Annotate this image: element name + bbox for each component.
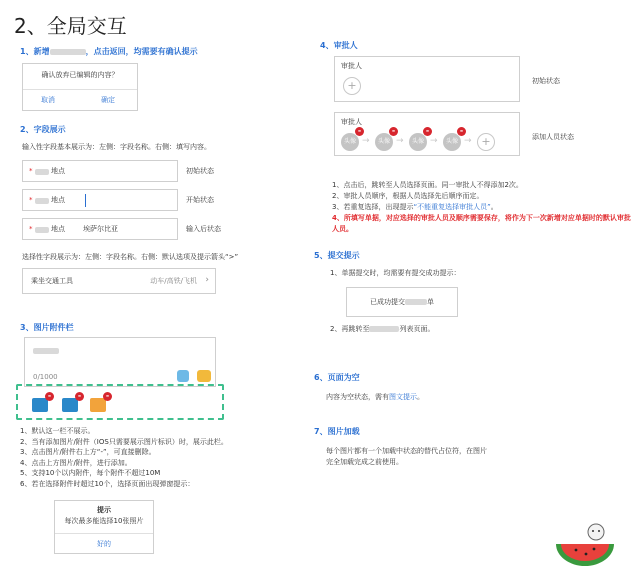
- approver-label: 审批人: [341, 118, 362, 126]
- select-value: 动车/高铁/飞机: [150, 277, 197, 285]
- limit-dialog: [54, 500, 154, 554]
- remove-icon[interactable]: -: [457, 127, 466, 136]
- section-6-title: 6、页面为空: [314, 373, 360, 382]
- image-text-link[interactable]: 图文提示: [389, 393, 417, 401]
- empty-state-text: 内容为空状态，需有图文提示。: [326, 393, 424, 401]
- section-4-notes: [332, 180, 632, 235]
- redacted-text: [35, 227, 49, 233]
- attachment-text-area[interactable]: [24, 337, 216, 387]
- field-after[interactable]: * 地点 埃萨尔比亚: [22, 218, 178, 240]
- section-3-title: 3、图片附件栏: [20, 323, 74, 332]
- submit-note-2: 2、再跳转至 列表页面。: [330, 325, 435, 333]
- remove-icon[interactable]: -: [45, 392, 54, 401]
- redacted-text: [405, 299, 427, 305]
- remove-icon[interactable]: -: [103, 392, 112, 401]
- duplicate-warning-text: “不能重复选择审批人员”: [413, 203, 491, 211]
- dialog-divider: [55, 533, 153, 534]
- attachment-bar-highlight: [16, 384, 224, 420]
- remove-icon[interactable]: -: [75, 392, 84, 401]
- section-3-notes: [20, 426, 228, 489]
- redacted-text: [50, 49, 86, 55]
- chevron-right-icon: ›: [205, 275, 209, 285]
- limit-dialog-title: 提示: [97, 506, 111, 514]
- note-1: 1、点击后，跳转至人员选择页面。同一审批人不得添加2次。: [332, 181, 523, 189]
- attachment-icon[interactable]: [197, 370, 211, 382]
- note-3: 3、若重复选择，出现提示“不能重复选择审批人员”。: [332, 203, 498, 211]
- note-5: 5、支持10个以内附件，每个附件不超过10M: [20, 469, 161, 477]
- avatar[interactable]: 头像: [443, 133, 461, 151]
- section-1-title-a: 1、新增: [20, 47, 50, 56]
- redacted-text: [35, 198, 49, 204]
- note-4: 4、所填写单据，对应选择的审批人员及顺序需要保存，将作为下一次新增对应单据时的默认审批人员。: [332, 214, 631, 233]
- submit-note-1: 1、单据提交时，均需要有提交成功提示：: [330, 269, 461, 277]
- redacted-text: [35, 169, 49, 175]
- section-1-title-b: ，点击返回，均需要有确认提示: [85, 47, 198, 56]
- redacted-text: [369, 326, 399, 332]
- remove-icon[interactable]: -: [423, 127, 432, 136]
- section-2-title: 2、字段展示: [20, 125, 66, 134]
- field-label: 地点: [51, 225, 65, 233]
- redacted-text: [33, 348, 59, 354]
- field-initial[interactable]: * 地点: [22, 160, 178, 182]
- state-start-label: 开始状态: [186, 196, 214, 204]
- approver-box-initial: [334, 56, 520, 102]
- arrow-right-icon: →: [464, 136, 472, 146]
- success-toast: [346, 287, 458, 317]
- note-1: 1、默认这一栏不展示。: [20, 427, 95, 435]
- note-2: 2、当有添加图片/附件（IOS只需要展示图片标识）时，展示此栏。: [20, 437, 228, 446]
- confirm-dialog: [22, 63, 138, 111]
- state-after-label: 输入后状态: [186, 225, 221, 233]
- field-label: 地点: [51, 167, 65, 175]
- dialog-divider: [23, 89, 137, 90]
- arrow-right-icon: →: [430, 136, 438, 146]
- field-label: 地点: [51, 196, 65, 204]
- image-thumbnail[interactable]: [62, 398, 78, 412]
- approver-box-added: [334, 112, 520, 156]
- section-2-desc: 输入性字段基本展示为：左侧：字段名称。右侧：填写内容。: [22, 143, 211, 151]
- state-initial-label: 初始状态: [186, 167, 214, 175]
- approver-label: 审批人: [341, 62, 362, 70]
- arrow-right-icon: →: [362, 136, 370, 146]
- image-thumbnail[interactable]: [32, 398, 48, 412]
- note-3: 3、点击图片/附件右上方“-”，可直接删除。: [20, 448, 156, 456]
- section-7-title: 7、图片加载: [314, 427, 360, 436]
- avatar[interactable]: 头像: [341, 133, 359, 151]
- state-added-label: 添加人员状态: [532, 133, 574, 141]
- field-start[interactable]: * 地点: [22, 189, 178, 211]
- field-value: 埃萨尔比亚: [83, 225, 118, 233]
- success-toast-text: 已成功提交 单: [370, 298, 434, 306]
- image-loading-text-2: 完全加载完成之前使用。: [326, 458, 403, 466]
- file-thumbnail[interactable]: [90, 398, 106, 412]
- image-loading-text-1: 每个图片都有一个加载中状态的替代占位符，在图片: [326, 447, 487, 455]
- image-picker-icon[interactable]: [177, 370, 189, 382]
- text-cursor: [85, 194, 86, 207]
- page-title: 2、全局交互: [14, 14, 127, 38]
- ok-button[interactable]: 好的: [97, 540, 111, 548]
- select-label: 乘坐交通工具: [31, 277, 73, 285]
- add-approver-button[interactable]: +: [343, 77, 361, 95]
- char-counter: 0/1000: [33, 373, 58, 381]
- section-4-title: 4、审批人: [320, 41, 358, 50]
- avatar[interactable]: 头像: [409, 133, 427, 151]
- remove-icon[interactable]: -: [389, 127, 398, 136]
- remove-icon[interactable]: -: [355, 127, 364, 136]
- watermelon-logo-icon: [550, 520, 620, 568]
- section-2-desc2: 选择性字段展示为：左侧：字段名称。右侧：默认选项及提示箭头“>”: [22, 253, 239, 261]
- arrow-right-icon: →: [396, 136, 404, 146]
- section-5-title: 5、提交提示: [314, 251, 360, 260]
- note-4: 4、点击上方图片/附件，进行添加。: [20, 458, 132, 467]
- section-1-title: [20, 46, 198, 57]
- add-approver-button[interactable]: +: [477, 133, 495, 151]
- avatar[interactable]: 头像: [375, 133, 393, 151]
- state-initial-label: 初始状态: [532, 77, 560, 85]
- confirm-dialog-text: 确认放弃已编辑的内容？: [41, 71, 119, 79]
- note-6: 6、若在选择附件时超过10个，选择页面出现弹窗提示：: [20, 479, 195, 488]
- note-2: 2、审批人员顺序，根据人员选择先后顺序而定。: [332, 192, 484, 200]
- limit-dialog-message: 每次最多能选择10张照片: [64, 517, 144, 525]
- select-field[interactable]: [22, 268, 216, 294]
- confirm-button[interactable]: 确定: [101, 96, 115, 104]
- cancel-button[interactable]: 取消: [41, 96, 55, 104]
